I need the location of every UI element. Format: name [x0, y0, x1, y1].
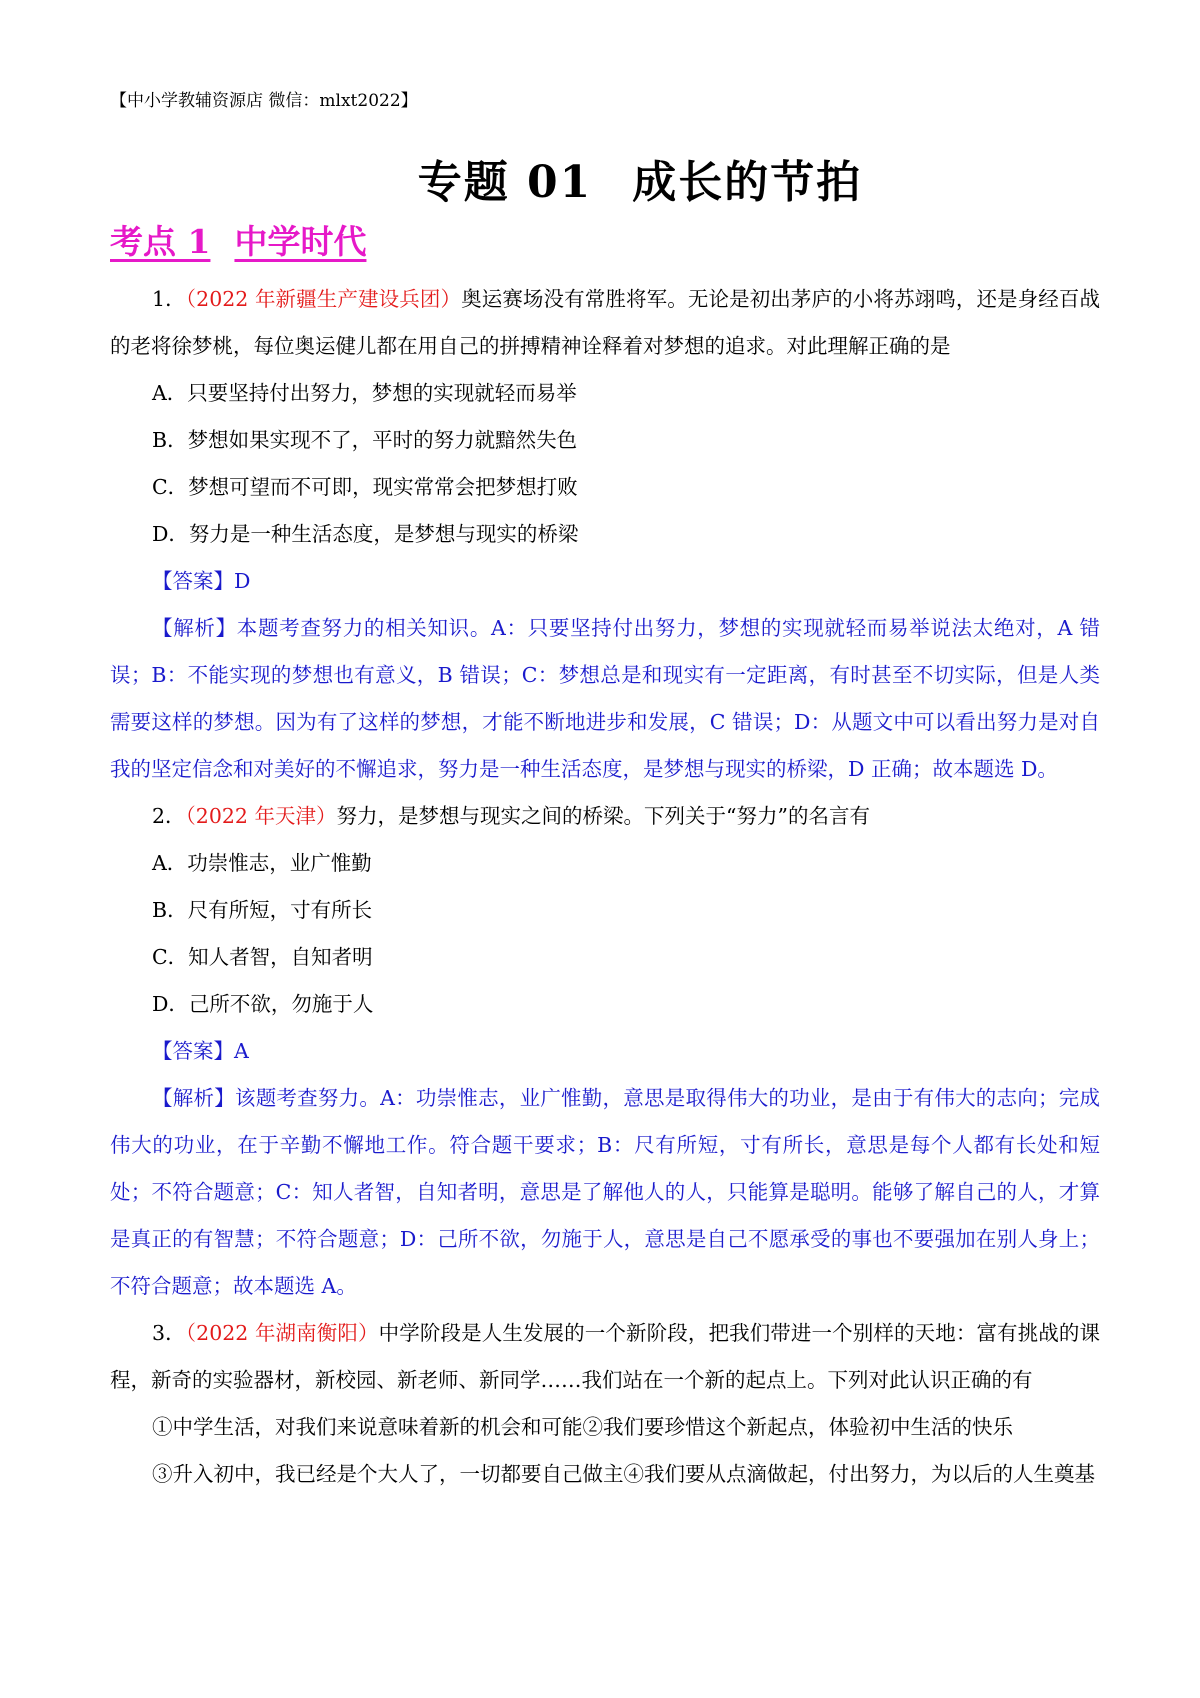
answer-value: A	[234, 1039, 249, 1063]
analysis-label: 【解析】	[152, 616, 237, 640]
answer-label: 【答案】	[152, 569, 234, 593]
statement-line: ③升入初中，我已经是个大人了，一切都要自己做主④我们要从点滴做起，付出努力，为以后的人生奠基	[152, 1462, 1095, 1486]
option-d: D．努力是一种生活态度，是梦想与现实的桥梁	[152, 522, 579, 546]
option-a: A．功崇惟志，业广惟勤	[152, 851, 372, 875]
option-c: C．梦想可望而不可即，现实常常会把梦想打败	[152, 475, 578, 499]
question-number: 2．	[152, 804, 186, 828]
answer-line	[110, 1028, 1100, 1075]
watermark-text: 【中小学教辅资源店 微信：mlxt2022】	[110, 91, 418, 111]
analysis-text: 该题考查努力。A：功崇惟志，业广惟勤，意思是取得伟大的功业，是由于有伟大的志向；完成伟大的功业，在于辛勤不懈地工作。符合题干要求；B：尺有所短，寸有所长，意思是每个人都有长处和短处；不符合题意；C：知人者智，自知者明，意思是了解他人的人，只能算是聪明。能够了解自己的人，才算是真正的有智慧；不符合题意；D：己所不欲，勿施于人，意思是自己不愿承受的事也不要强加在别人身上；不符合题意；故本题选 A。	[110, 1086, 1100, 1298]
question-source: （2022 年天津）	[185, 804, 337, 828]
question-text: 努力，是梦想与现实之间的桥梁。下列关于“努力”的名言有	[336, 804, 870, 828]
question-1-stem	[110, 276, 1100, 370]
analysis-paragraph	[110, 605, 1100, 793]
question-number: 3．	[152, 1321, 186, 1345]
option-c: C．知人者智，自知者明	[152, 945, 373, 969]
analysis-label: 【解析】	[152, 1086, 235, 1110]
title-part-2: 成长的节拍	[632, 157, 863, 208]
section-heading	[110, 216, 366, 263]
question-number: 1．	[152, 287, 186, 311]
title-part-1: 专题 01	[417, 157, 593, 208]
question-2-stem	[110, 793, 1100, 840]
question-source: （2022 年湖南衡阳）	[185, 1321, 379, 1345]
section-number: 考点 1	[110, 222, 211, 261]
page-title	[0, 146, 1200, 210]
option-a: A．只要坚持付出努力，梦想的实现就轻而易举	[152, 381, 577, 405]
option-b: B．尺有所短，寸有所长	[152, 898, 373, 922]
answer-label: 【答案】	[152, 1039, 234, 1063]
answer-line	[110, 558, 1100, 605]
analysis-text: 本题考查努力的相关知识。A：只要坚持付出努力，梦想的实现就轻而易举说法太绝对，A 错误；B：不能实现的梦想也有意义，B 错误；C：梦想总是和现实有一定距离，有时甚至不切实际，但是人类需要这样的梦想。因为有了这样的梦想，才能不断地进步和发展，C 错误；D：从题文中可以看出努力是对自我的坚定信念和对美好的不懈追求，努力是一种生活态度，是梦想与现实的桥梁，D 正确；故本题选 D。	[110, 616, 1101, 781]
question-text: 奥运赛场没有常胜将军。无论是初出茅庐的小将苏翊鸣，还是身经百战的老将徐梦桃，每位奥运健儿都在用自己的拼搏精神诠释着对梦想的追求。对此理解正确的是	[110, 287, 1101, 358]
question-source: （2022 年新疆生产建设兵团）	[185, 287, 462, 311]
option-b: B．梦想如果实现不了，平时的努力就黯然失色	[152, 428, 578, 452]
questions-body	[110, 276, 1100, 1498]
question-3-stem	[110, 1310, 1100, 1404]
section-title: 中学时代	[234, 222, 367, 261]
statement-line: ①中学生活，对我们来说意味着新的机会和可能②我们要珍惜这个新起点，体验初中生活的快乐	[152, 1415, 1013, 1439]
question-text: 中学阶段是人生发展的一个新阶段，把我们带进一个别样的天地：富有挑战的课程，新奇的实验器材，新校园、新老师、新同学……我们站在一个新的起点上。下列对此认识正确的有	[110, 1321, 1101, 1392]
analysis-paragraph	[110, 1075, 1100, 1310]
option-d: D．己所不欲，勿施于人	[152, 992, 374, 1016]
answer-value: D	[234, 569, 251, 593]
